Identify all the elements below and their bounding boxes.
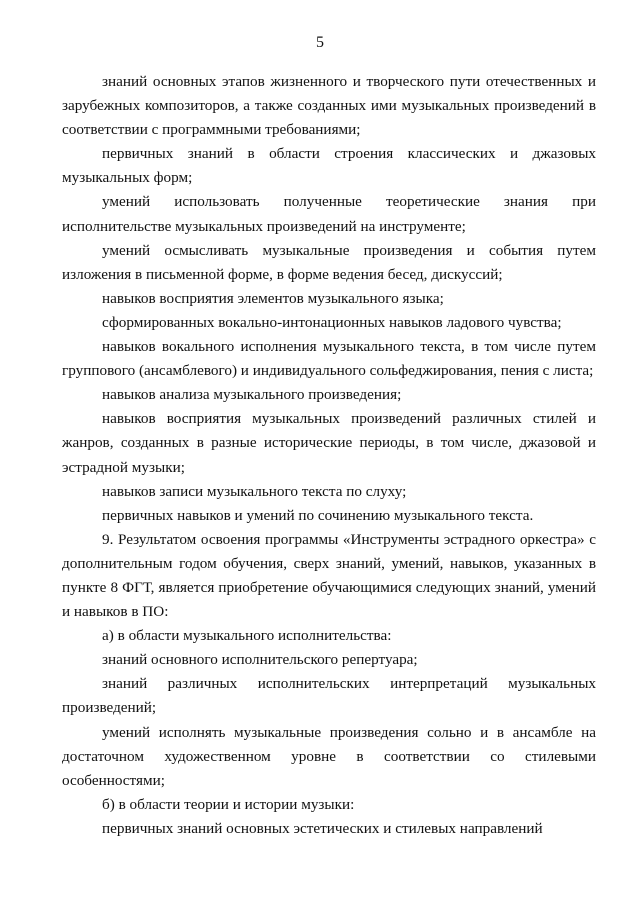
document-body xyxy=(62,70,596,841)
paragraph: б) в области теории и истории музыки: xyxy=(102,795,355,813)
paragraph: первичных знаний основных эстетических и стилевых направлений xyxy=(102,819,543,837)
page-number: 5 xyxy=(316,34,324,51)
paragraph: знаний различных исполнительских интерпретаций музыкальных произведений; xyxy=(62,675,596,717)
paragraph: умений использовать полученные теоретические знания при исполнительстве музыкальных произведений на инструменте; xyxy=(62,193,596,235)
paragraph: навыков вокального исполнения музыкального текста, в том числе путем группового (ансамблевого) и индивидуального сольфеджирования, пения с листа; xyxy=(62,338,596,380)
paragraph: навыков восприятия музыкальных произведений различных стилей и жанров, созданных в разные исторические периоды, в том числе, джазовой и эстрадной музыки; xyxy=(62,410,596,476)
paragraph: 9. Результатом освоения программы «Инструменты эстрадного оркестра» с дополнительным годом обучения, сверх знаний, умений, навыков, указанных в пункте 8 ФГТ, является приобретение обучающимися следующих знаний, умений и навыков в ПО: xyxy=(62,530,596,621)
paragraph: а) в области музыкального исполнительства: xyxy=(102,627,392,645)
paragraph: навыков восприятия элементов музыкального языка; xyxy=(102,289,444,307)
paragraph: первичных знаний в области строения классических и джазовых музыкальных форм; xyxy=(62,145,596,187)
paragraph: умений осмысливать музыкальные произведения и события путем изложения в письменной форме, в форме ведения бесед, дискуссий; xyxy=(62,241,596,283)
paragraph: навыков записи музыкального текста по слуху; xyxy=(102,482,407,500)
paragraph: умений исполнять музыкальные произведения сольно и в ансамбле на достаточном художественном уровне в соответствии со стилевыми особенностями; xyxy=(62,723,596,789)
paragraph: навыков анализа музыкального произведения; xyxy=(102,386,402,404)
paragraph: первичных навыков и умений по сочинению музыкального текста. xyxy=(102,506,534,524)
paragraph: знаний основного исполнительского репертуара; xyxy=(102,651,418,669)
paragraph: сформированных вокально-интонационных навыков ладового чувства; xyxy=(102,313,562,331)
paragraph: знаний основных этапов жизненного и творческого пути отечественных и зарубежных композиторов, а также созданных ими музыкальных произведений в соответствии с программными требованиями; xyxy=(62,73,596,139)
